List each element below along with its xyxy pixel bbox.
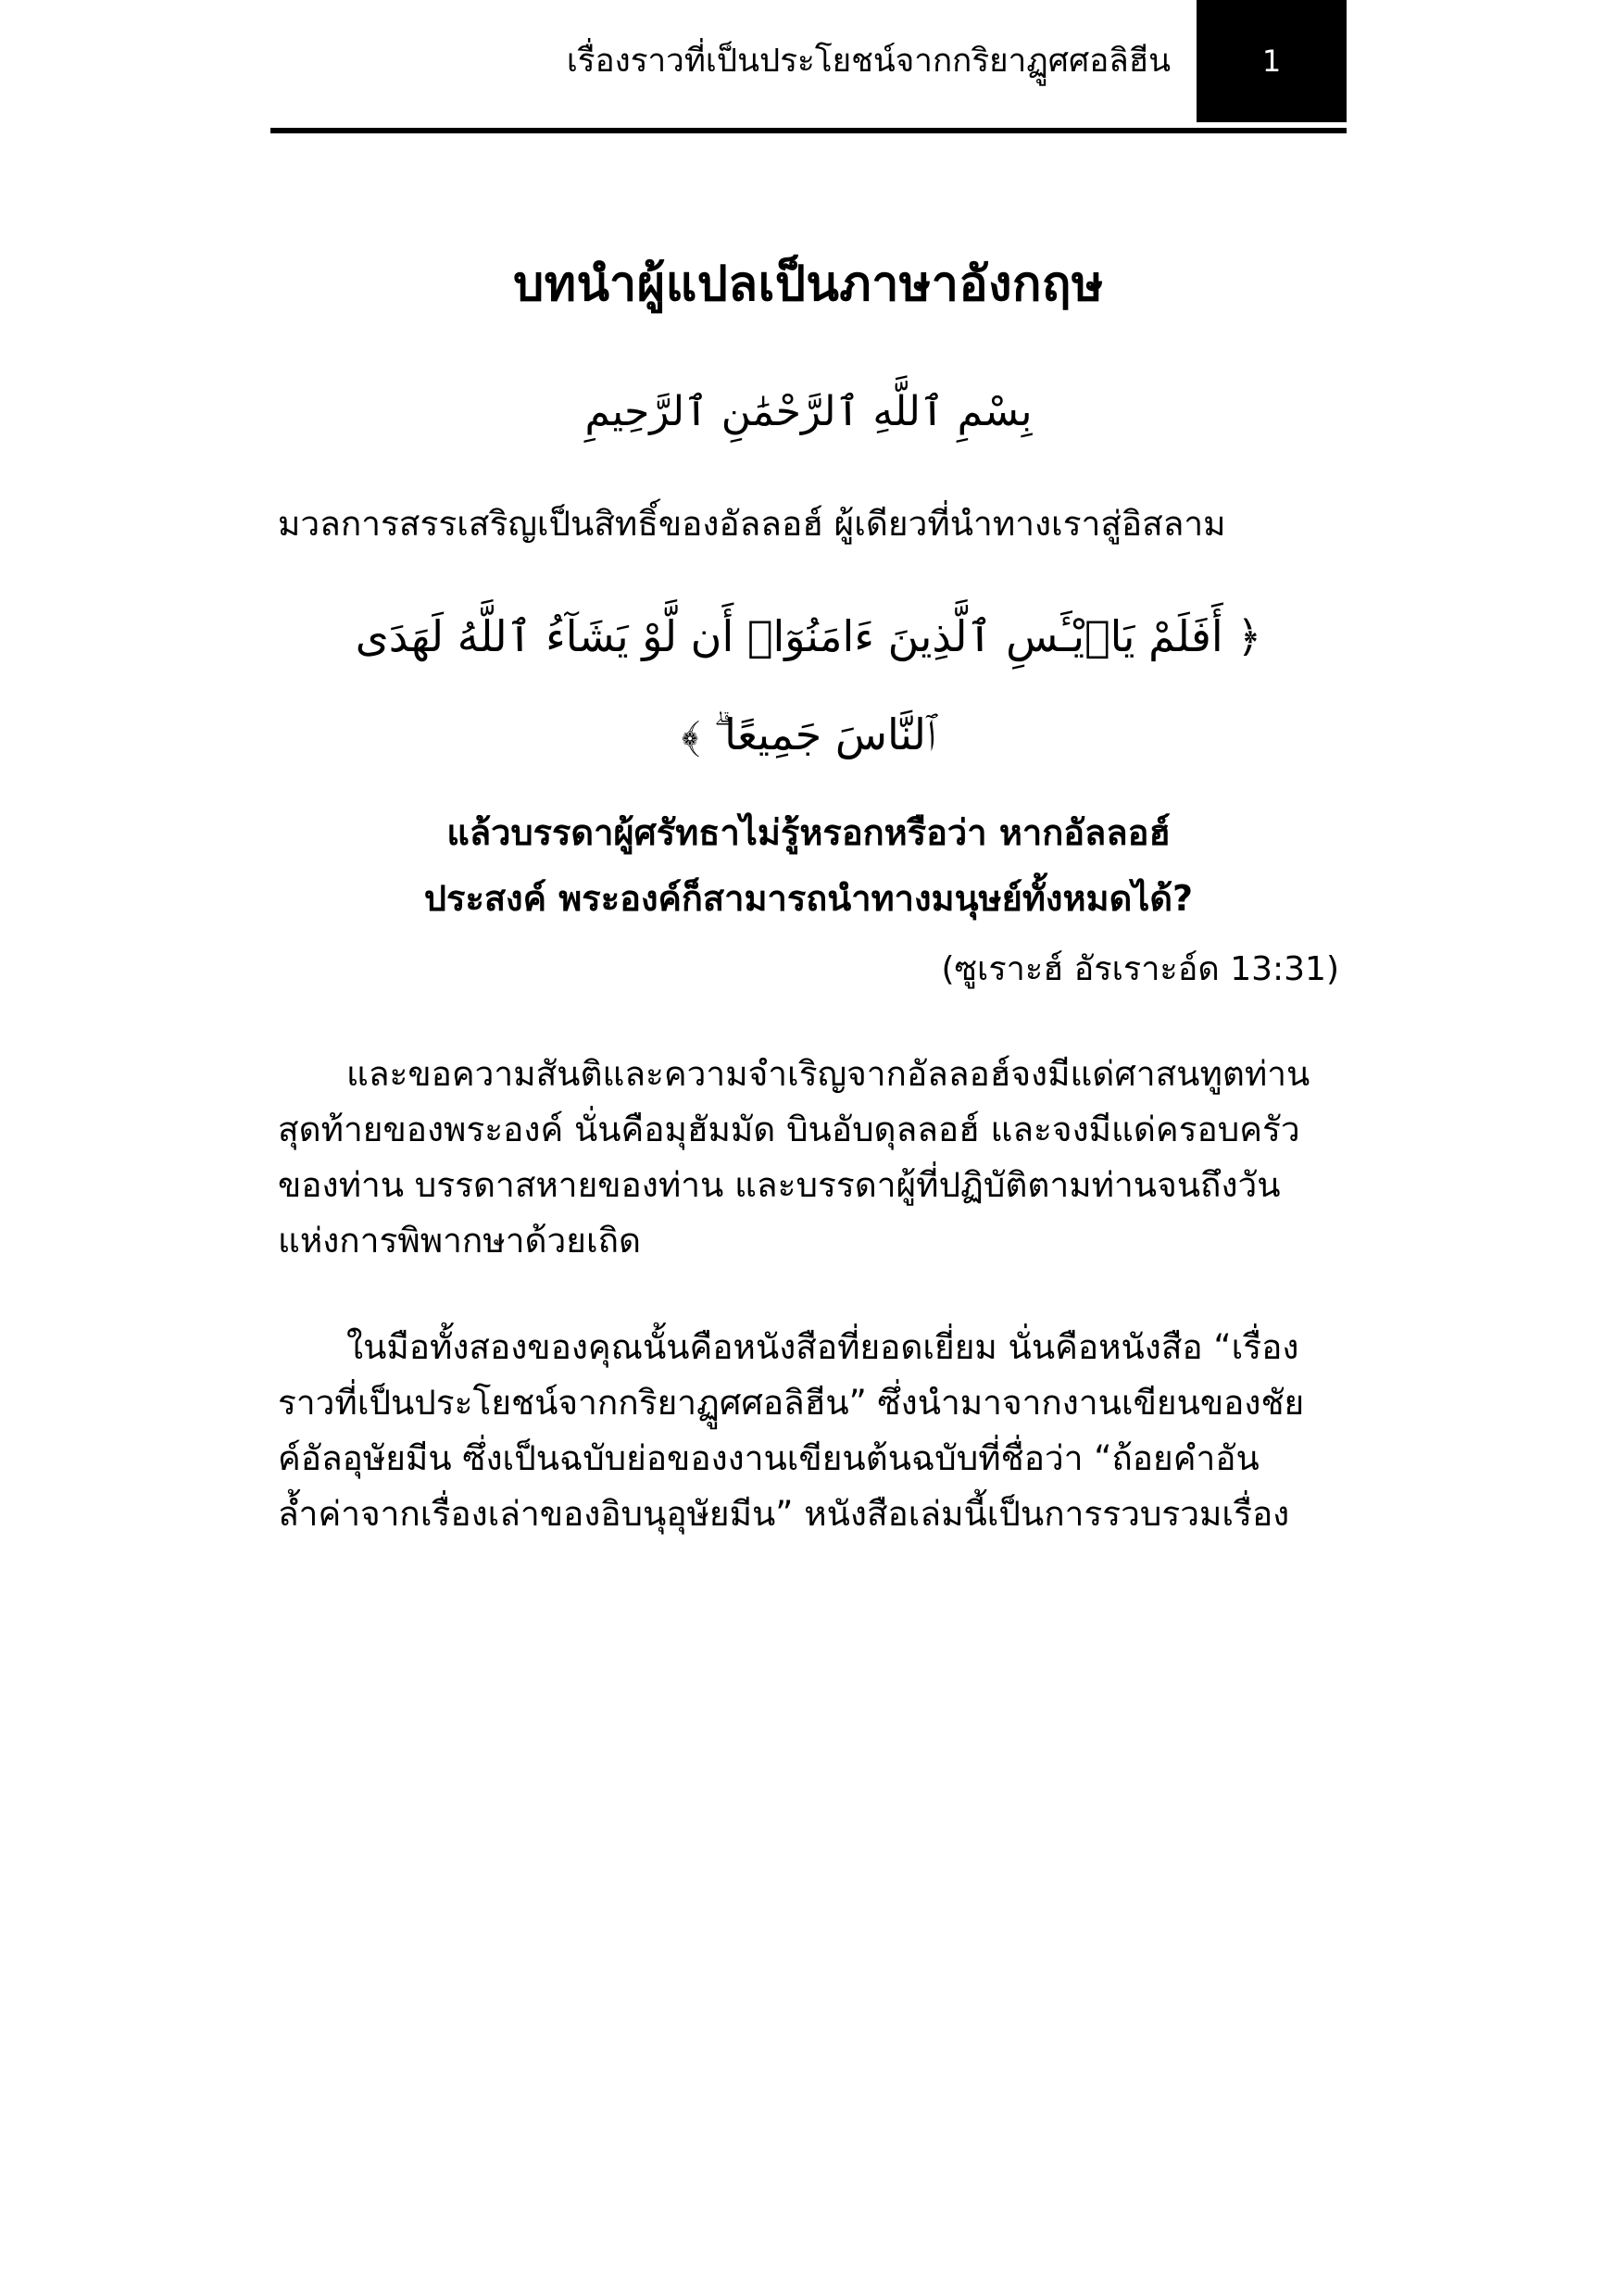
basmalah-text: بِسْمِ ٱللَّهِ ٱلرَّحْمَٰنِ ٱلرَّحِيمِ bbox=[584, 388, 1033, 435]
ayah-translation-line-2: ประสงค์ พระองค์ก็สามารถนำทางมนุษย์ทั้งหมดได้? bbox=[423, 877, 1194, 919]
header-divider bbox=[270, 128, 1347, 133]
page-title: บทนำผู้แปลเป็นภาษาอังกฤษ bbox=[513, 257, 1104, 312]
ayah-arabic-line-1: ﴿ أَفَلَمْ يَا۟يْـَٔسِ ٱلَّذِينَ ءَامَنُوٓا۟ أَن لَّوْ يَشَآءُ ٱللَّهُ لَهَدَى bbox=[355, 610, 1262, 661]
paragraph-spacer bbox=[278, 1268, 1339, 1320]
paragraph-2: และขอความสันติและความจำเริญจากอัลลอฮ์จงมีแด่ศาสนทูตท่านสุดท้ายของพระองค์ นั่นคือมุฮัมมัด บินอับดุลลอฮ์ และจงมีแด่ครอบครัวของท่าน บรรดาสหายของท่าน และบรรดาผู้ที่ปฏิบัติตามท่านจนถึงวันแห่งการพิพากษาด้วยเถิด bbox=[278, 1053, 1310, 1261]
ayah-translation-line-1: แล้วบรรดาผู้ศรัทธาไม่รู้หรอกหรือว่า หากอัลลอฮ์ bbox=[446, 812, 1171, 854]
running-title: เรื่องราวที่เป็นประโยชน์จากกริยาฏูศศอลิฮีน bbox=[566, 43, 1171, 80]
page-header bbox=[270, 0, 1347, 176]
page-header-row bbox=[270, 0, 1347, 122]
ayah-arabic-line-2: ٱلنَّاسَ جَمِيعًا ۗ ﴾ bbox=[681, 709, 936, 760]
page-content bbox=[278, 176, 1339, 1542]
paragraph-3: ในมือทั้งสองของคุณนั้นคือหนังสือที่ยอดเยี่ยม นั่นคือหนังสือ “เรื่องราวที่เป็นประโยชน์จากกริยาฏูศศอลิฮีน” ซึ่งนำมาจากงานเขียนของชัยค์อัลอุษัยมีน ซึ่งเป็นฉบับย่อของงานเขียนต้นฉบับที่ชื่อว่า “ถ้อยคำอันล้ำค่าจากเรื่องเล่าของอิบนุอุษัยมีน” หนังสือเล่มนี้เป็นการรวบรวมเรื่อง bbox=[278, 1327, 1305, 1535]
page-number-badge: 1 bbox=[1197, 0, 1347, 122]
ayah-reference: (ซูเราะฮ์ อัรเราะอ์ด 13:31) bbox=[941, 949, 1339, 988]
intro-paragraph: มวลการสรรเสริญเป็นสิทธิ์ของอัลลอฮ์ ผู้เดียวที่นำทางเราสู่อิสลาม bbox=[278, 503, 1226, 544]
